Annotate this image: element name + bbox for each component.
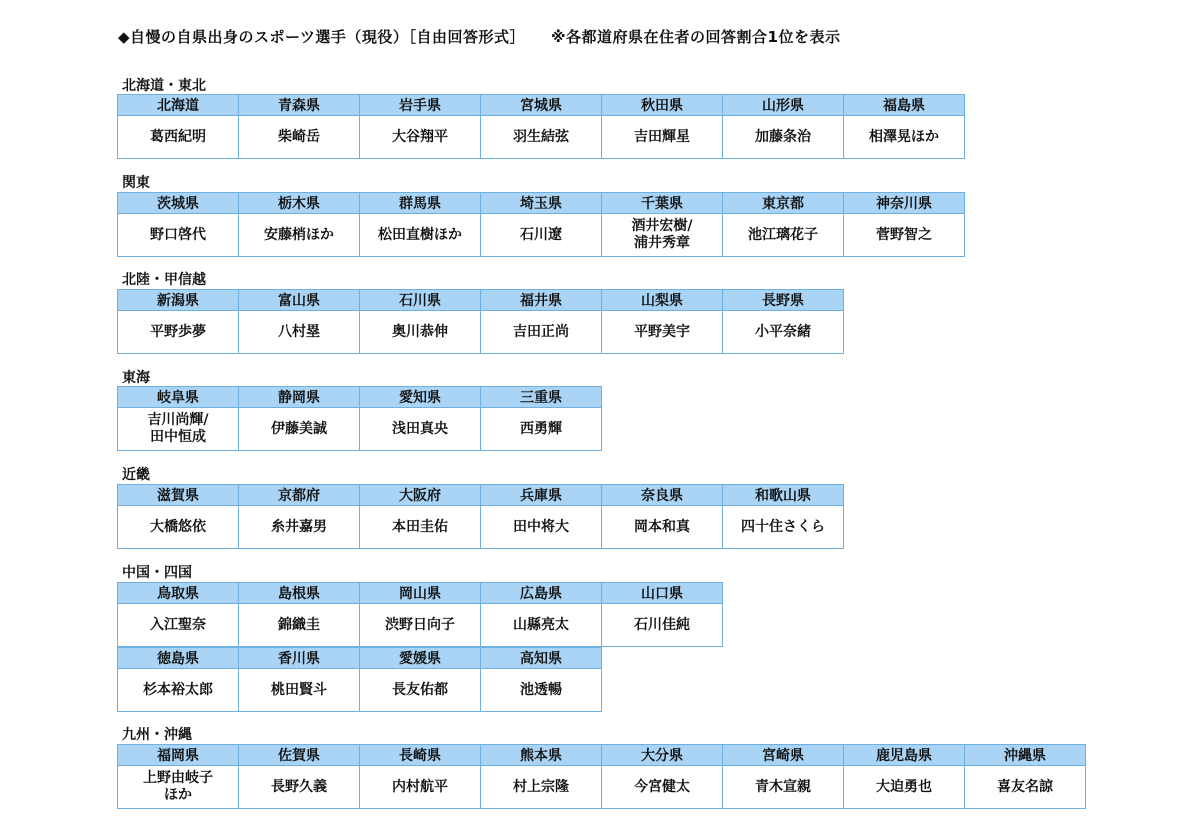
- prefecture-cell: [238, 744, 360, 809]
- prefecture-cell: [601, 192, 723, 257]
- prefecture-name: 宮城県: [480, 94, 602, 116]
- athlete-name: 本田圭佑: [359, 506, 481, 549]
- athlete-name: 大橋悠依: [117, 506, 239, 549]
- prefecture-cell: [359, 386, 481, 451]
- prefecture-name: 山梨県: [601, 289, 723, 311]
- prefecture-name: 山口県: [601, 582, 723, 604]
- prefecture-name: 愛媛県: [359, 647, 481, 669]
- athlete-name: 長友佑都: [359, 669, 481, 712]
- athlete-name: 杉本裕太郎: [117, 669, 239, 712]
- prefecture-cell: [843, 192, 965, 257]
- athlete-name: 吉田輝星: [601, 116, 723, 159]
- prefecture-cell: [117, 192, 239, 257]
- prefecture-name: 広島県: [480, 582, 602, 604]
- athlete-name: 加藤条治: [722, 116, 844, 159]
- athlete-name: 松田直樹ほか: [359, 214, 481, 257]
- athlete-name: 羽生結弦: [480, 116, 602, 159]
- page-title: [118, 26, 1178, 48]
- athlete-name: 八村塁: [238, 311, 360, 354]
- prefecture-name: 兵庫県: [480, 484, 602, 506]
- prefecture-name: 岩手県: [359, 94, 481, 116]
- prefecture-name: 奈良県: [601, 484, 723, 506]
- prefecture-cell: [117, 386, 239, 451]
- prefecture-cell: [480, 647, 602, 712]
- prefecture-name: 茨城県: [117, 192, 239, 214]
- prefecture-cell: [722, 744, 844, 809]
- athlete-name: 酒井宏樹/ 浦井秀章: [601, 214, 723, 257]
- athlete-name: 吉川尚輝/ 田中恒成: [117, 408, 239, 451]
- prefecture-name: 鳥取県: [117, 582, 239, 604]
- prefecture-name: 大分県: [601, 744, 723, 766]
- athlete-name: 糸井嘉男: [238, 506, 360, 549]
- prefecture-cell: [359, 192, 481, 257]
- prefecture-row: [117, 647, 601, 712]
- prefecture-name: 長野県: [722, 289, 844, 311]
- athlete-name: 上野由岐子 ほか: [117, 766, 239, 809]
- prefecture-name: 新潟県: [117, 289, 239, 311]
- prefecture-cell: [117, 647, 239, 712]
- athlete-name: 吉田正尚: [480, 311, 602, 354]
- athlete-name: 四十住さくら: [722, 506, 844, 549]
- prefecture-cell: [359, 582, 481, 647]
- prefecture-row: [117, 192, 964, 257]
- prefecture-cell: [480, 386, 602, 451]
- prefecture-name: 佐賀県: [238, 744, 360, 766]
- athlete-name: 内村航平: [359, 766, 481, 809]
- prefecture-cell: [238, 192, 360, 257]
- athlete-name: 青木宣親: [722, 766, 844, 809]
- prefecture-name: 三重県: [480, 386, 602, 408]
- athlete-name: 桃田賢斗: [238, 669, 360, 712]
- athlete-name: 相澤晃ほか: [843, 116, 965, 159]
- prefecture-name: 高知県: [480, 647, 602, 669]
- athlete-name: 浅田真央: [359, 408, 481, 451]
- athlete-name: 柴崎岳: [238, 116, 360, 159]
- prefecture-name: 鹿児島県: [843, 744, 965, 766]
- prefecture-name: 北海道: [117, 94, 239, 116]
- prefecture-row: [117, 289, 843, 354]
- athlete-name: 入江聖奈: [117, 604, 239, 647]
- prefecture-cell: [238, 289, 360, 354]
- prefecture-row: [117, 94, 964, 159]
- prefecture-cell: [722, 289, 844, 354]
- prefecture-name: 青森県: [238, 94, 360, 116]
- region-label: 東海: [122, 370, 150, 386]
- prefecture-cell: [601, 484, 723, 549]
- prefecture-name: 石川県: [359, 289, 481, 311]
- prefecture-cell: [117, 289, 239, 354]
- prefecture-row: [117, 744, 1085, 809]
- region-label: 北陸・甲信越: [122, 272, 206, 288]
- prefecture-cell: [238, 484, 360, 549]
- title-main: ◆自慢の自県出身のスポーツ選手（現役）［自由回答形式］: [118, 28, 525, 46]
- athlete-name: 大迫勇也: [843, 766, 965, 809]
- prefecture-cell: [843, 744, 965, 809]
- prefecture-cell: [601, 289, 723, 354]
- prefecture-name: 京都府: [238, 484, 360, 506]
- prefecture-cell: [359, 289, 481, 354]
- prefecture-name: 福岡県: [117, 744, 239, 766]
- athlete-name: 大谷翔平: [359, 116, 481, 159]
- athlete-name: 山縣亮太: [480, 604, 602, 647]
- prefecture-row: [117, 484, 843, 549]
- prefecture-row: [117, 386, 601, 451]
- prefecture-cell: [722, 192, 844, 257]
- prefecture-name: 福井県: [480, 289, 602, 311]
- prefecture-name: 東京都: [722, 192, 844, 214]
- region-label: 中国・四国: [122, 565, 192, 581]
- title-note: ※各都道府県在住者の回答割合1位を表示: [550, 28, 841, 46]
- athlete-name: 伊藤美誠: [238, 408, 360, 451]
- prefecture-name: 富山県: [238, 289, 360, 311]
- prefecture-name: 徳島県: [117, 647, 239, 669]
- prefecture-cell: [480, 582, 602, 647]
- athlete-name: 野口啓代: [117, 214, 239, 257]
- athlete-name: 今宮健太: [601, 766, 723, 809]
- prefecture-name: 山形県: [722, 94, 844, 116]
- prefecture-cell: [480, 94, 602, 159]
- athlete-name: 石川遼: [480, 214, 602, 257]
- athlete-name: 田中将大: [480, 506, 602, 549]
- prefecture-cell: [601, 582, 723, 647]
- prefecture-name: 沖縄県: [964, 744, 1086, 766]
- athlete-name: 平野歩夢: [117, 311, 239, 354]
- prefecture-name: 栃木県: [238, 192, 360, 214]
- athlete-name: 村上宗隆: [480, 766, 602, 809]
- prefecture-cell: [117, 582, 239, 647]
- prefecture-name: 熊本県: [480, 744, 602, 766]
- region-label: 関東: [122, 175, 150, 191]
- athlete-name: 喜友名諒: [964, 766, 1086, 809]
- prefecture-cell: [480, 289, 602, 354]
- prefecture-cell: [480, 744, 602, 809]
- prefecture-name: 群馬県: [359, 192, 481, 214]
- prefecture-cell: [117, 744, 239, 809]
- athlete-name: 岡本和真: [601, 506, 723, 549]
- region-label: 北海道・東北: [122, 78, 206, 94]
- prefecture-name: 愛知県: [359, 386, 481, 408]
- athlete-name: 菅野智之: [843, 214, 965, 257]
- prefecture-cell: [117, 484, 239, 549]
- prefecture-name: 島根県: [238, 582, 360, 604]
- athlete-name: 小平奈緒: [722, 311, 844, 354]
- prefecture-cell: [117, 94, 239, 159]
- prefecture-cell: [359, 744, 481, 809]
- prefecture-cell: [238, 582, 360, 647]
- prefecture-row: [117, 582, 722, 647]
- prefecture-cell: [722, 94, 844, 159]
- prefecture-cell: [722, 484, 844, 549]
- athlete-name: 安藤梢ほか: [238, 214, 360, 257]
- prefecture-name: 岡山県: [359, 582, 481, 604]
- prefecture-name: 長崎県: [359, 744, 481, 766]
- athlete-name: 石川佳純: [601, 604, 723, 647]
- prefecture-name: 福島県: [843, 94, 965, 116]
- athlete-name: 錦織圭: [238, 604, 360, 647]
- prefecture-cell: [238, 94, 360, 159]
- prefecture-name: 埼玉県: [480, 192, 602, 214]
- prefecture-name: 岐阜県: [117, 386, 239, 408]
- region-label: 九州・沖縄: [122, 727, 192, 743]
- athlete-name: 平野美宇: [601, 311, 723, 354]
- prefecture-name: 大阪府: [359, 484, 481, 506]
- athlete-name: 奥川恭伸: [359, 311, 481, 354]
- athlete-name: 池江璃花子: [722, 214, 844, 257]
- prefecture-cell: [601, 744, 723, 809]
- prefecture-cell: [238, 386, 360, 451]
- prefecture-name: 千葉県: [601, 192, 723, 214]
- prefecture-name: 和歌山県: [722, 484, 844, 506]
- prefecture-cell: [964, 744, 1086, 809]
- prefecture-cell: [480, 192, 602, 257]
- region-label: 近畿: [122, 467, 150, 483]
- prefecture-name: 滋賀県: [117, 484, 239, 506]
- athlete-name: 渋野日向子: [359, 604, 481, 647]
- prefecture-cell: [843, 94, 965, 159]
- prefecture-name: 秋田県: [601, 94, 723, 116]
- prefecture-name: 香川県: [238, 647, 360, 669]
- athlete-name: 長野久義: [238, 766, 360, 809]
- prefecture-cell: [601, 94, 723, 159]
- prefecture-name: 宮崎県: [722, 744, 844, 766]
- prefecture-cell: [359, 484, 481, 549]
- prefecture-name: 静岡県: [238, 386, 360, 408]
- athlete-name: 西勇輝: [480, 408, 602, 451]
- athlete-name: 葛西紀明: [117, 116, 239, 159]
- athlete-name: 池透暢: [480, 669, 602, 712]
- prefecture-cell: [480, 484, 602, 549]
- prefecture-cell: [359, 647, 481, 712]
- prefecture-cell: [359, 94, 481, 159]
- prefecture-cell: [238, 647, 360, 712]
- prefecture-name: 神奈川県: [843, 192, 965, 214]
